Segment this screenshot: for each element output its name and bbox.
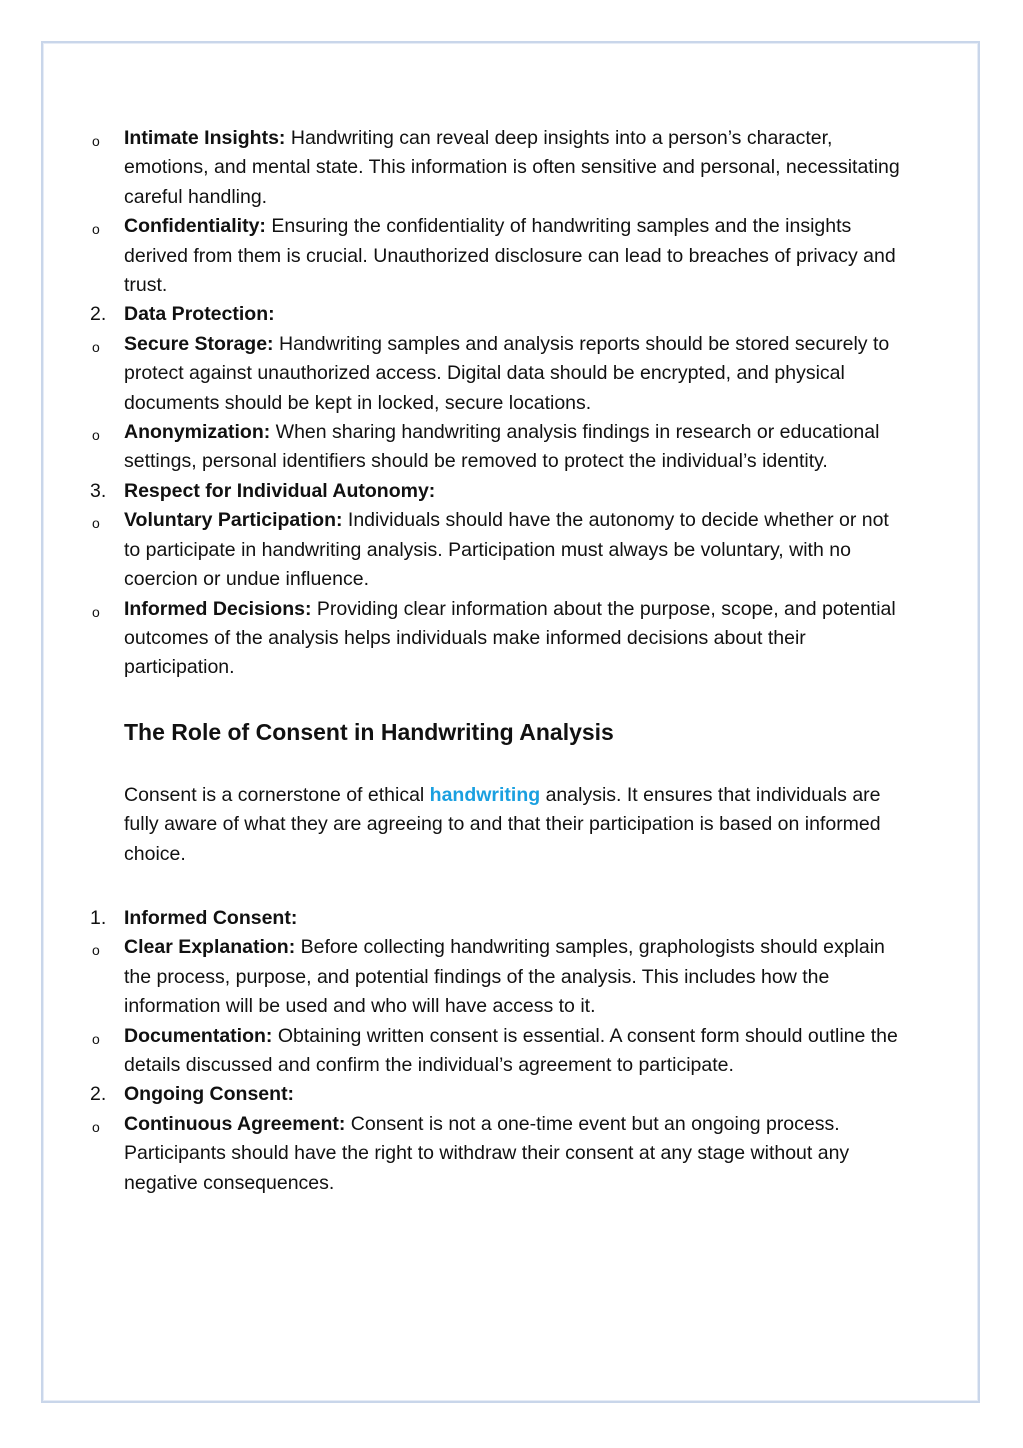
list-item: [90, 595, 910, 683]
item-text: Handwriting can reveal deep insights into a person’s character, emotions, and mental state. This information is often sensitive and personal, necessitating careful handling.: [124, 127, 900, 208]
list-marker: o: [92, 1030, 100, 1047]
list-marker: o: [92, 427, 100, 444]
list-item: [90, 418, 910, 477]
item-term: Intimate Insights:: [124, 127, 286, 149]
list-item: [90, 477, 910, 506]
item-text: Handwriting samples and analysis reports should be stored securely to protect against unauthorized access. Digital data should be encrypted, and physical documents should be kept in locked, secure locations.: [124, 332, 890, 414]
item-term: Documentation:: [124, 1024, 273, 1047]
item-term: Informed Decisions:: [124, 597, 312, 620]
list-marker: o: [92, 1118, 100, 1135]
list-marker: 2.: [90, 1083, 107, 1106]
item-text: Individuals should have the autonomy to decide whether or not to participate in handwriting analysis. Participation must always be voluntary, with no coercion or undue influence.: [124, 509, 889, 591]
list-item: [90, 1110, 910, 1198]
item-term: Clear Explanation:: [124, 936, 296, 959]
list-item: [90, 506, 910, 594]
item-text: When sharing handwriting analysis findings in research or educational settings, personal identifiers should be removed to protect the individual’s identity.: [124, 421, 880, 473]
list-marker: o: [92, 942, 100, 959]
item-text: Ensuring the confidentiality of handwriting samples and the insights derived from them is crucial. Unauthorized disclosure can lead to breaches of privacy and trust.: [124, 215, 896, 297]
list-marker: 2.: [90, 303, 107, 326]
list-item: [90, 300, 910, 329]
list-item: [90, 1080, 910, 1109]
list-section-b: [90, 904, 910, 1198]
item-text: Before collecting handwriting samples, graphologists should explain the process, purpose, and potential findings of the analysis. This includes how the information will be used and who will have access to it.: [124, 936, 885, 1018]
document-body: [90, 124, 910, 1198]
list-item: [90, 1022, 910, 1081]
item-term: Informed Consent:: [124, 906, 298, 929]
list-marker: o: [92, 338, 100, 355]
list-marker: 3.: [90, 479, 107, 502]
list-item: [90, 212, 910, 300]
item-term: Data Protection:: [124, 303, 275, 326]
list-item: [90, 124, 910, 212]
list-marker: o: [92, 133, 100, 149]
list-marker: 1.: [90, 906, 107, 929]
list-section-a: [90, 124, 910, 683]
item-term: Continuous Agreement:: [124, 1112, 346, 1135]
list-item: [90, 330, 910, 418]
list-item: [90, 904, 910, 933]
intro-text-after: analysis. It ensures that individuals are fully aware of what they are agreeing to and that their participation is based on informed choice.: [124, 783, 881, 865]
item-text: Consent is not a one-time event but an ongoing process. Participants should have the right to withdraw their consent at any stage without any negative consequences.: [124, 1112, 850, 1194]
item-term: Secure Storage:: [124, 332, 274, 355]
item-text: Obtaining written consent is essential. A consent form should outline the details discussed and confirm the individual’s agreement to participate.: [124, 1024, 898, 1076]
item-term: Confidentiality:: [124, 215, 266, 238]
list-marker: o: [92, 515, 100, 532]
list-marker: o: [92, 603, 100, 620]
list-item: [90, 933, 910, 1021]
item-term: Anonymization:: [124, 421, 271, 444]
handwriting-link[interactable]: handwriting: [429, 783, 541, 806]
item-term: Respect for Individual Autonomy:: [124, 479, 436, 502]
item-term: Ongoing Consent:: [124, 1083, 295, 1106]
item-text: Providing clear information about the purpose, scope, and potential outcomes of the analysis helps individuals make informed decisions about their participation.: [124, 597, 896, 679]
item-term: Voluntary Participation:: [124, 509, 343, 532]
intro-text-before: Consent is a cornerstone of ethical: [124, 783, 430, 806]
section-heading: The Role of Consent in Handwriting Analysis: [124, 718, 614, 745]
list-marker: o: [92, 221, 100, 238]
intro-paragraph: [90, 781, 910, 869]
